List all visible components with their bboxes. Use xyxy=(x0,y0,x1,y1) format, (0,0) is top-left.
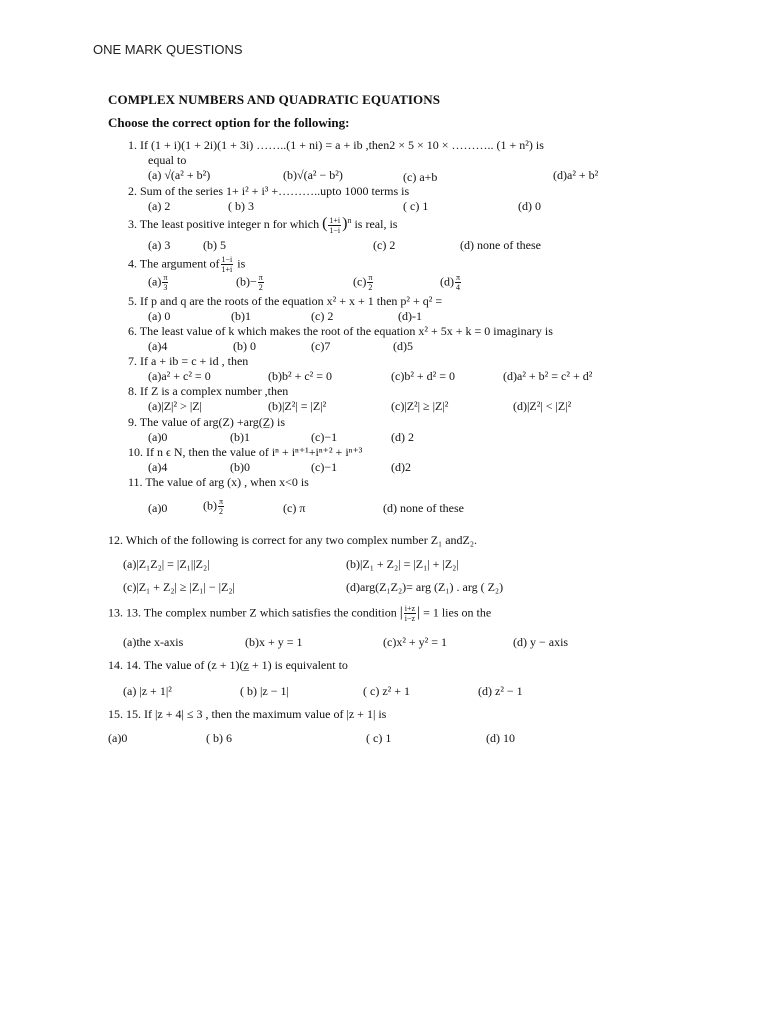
q5-option-a: (a) 0 xyxy=(148,309,171,323)
q6-option-a: (a)4 xyxy=(148,339,168,353)
q1-option-d: (d)a² + b² xyxy=(553,168,599,182)
page-title: COMPLEX NUMBERS AND QUADRATIC EQUATIONS xyxy=(108,92,441,107)
question-4 xyxy=(128,255,245,274)
q3-option-d: (d) none of these xyxy=(460,238,541,252)
q15-option-d: (d) 10 xyxy=(486,731,515,745)
q8-option-a: (a)|Z|² > |Z| xyxy=(148,399,202,413)
q9-option-d: (d) 2 xyxy=(391,430,414,444)
question-10: 10. If n ϵ N, then the value of iⁿ + iⁿ⁺¹+iⁿ⁺² + iⁿ⁺³ xyxy=(128,445,363,459)
q3-option-b: (b) 5 xyxy=(203,238,226,252)
q11-option-c: (c) π xyxy=(283,501,306,515)
q9-option-c: (c)−1 xyxy=(311,430,338,444)
q15-option-a: (a)0 xyxy=(108,731,128,745)
q15-option-c: ( c) 1 xyxy=(366,731,392,745)
q10-option-b: (b)0 xyxy=(230,460,250,474)
page-header: ONE MARK QUESTIONS xyxy=(93,42,243,57)
q14-option-c: ( c) z² + 1 xyxy=(363,684,411,698)
q7-option-c: (c)b² + d² = 0 xyxy=(391,369,456,383)
q8-option-c: (c)|Z²| ≥ |Z|² xyxy=(391,399,449,413)
q6-option-b: (b) 0 xyxy=(233,339,256,353)
q1-option-b: (b)√(a² − b²) xyxy=(283,168,343,182)
q1-option-c: (c) a+b xyxy=(403,170,438,184)
q13-text-post: = 1 lies on the xyxy=(423,605,492,620)
q13-option-a: (a)the x-axis xyxy=(123,635,184,649)
q5-option-d: (d)-1 xyxy=(398,309,422,323)
question-1: 1. If (1 + i)(1 + 2i)(1 + 3i) ……..(1 + ni) = a + ib ,then2 × 5 × 10 × ……….. (1 + n²) is xyxy=(128,138,544,152)
q7-option-d: (d)a² + b² = c² + d² xyxy=(503,369,593,383)
q6-option-c: (c)7 xyxy=(311,339,331,353)
q2-option-a: (a) 2 xyxy=(148,199,171,213)
instruction: Choose the correct option for the following: xyxy=(108,115,350,130)
q13-option-c: (c)x² + y² = 1 xyxy=(383,635,448,649)
q10-option-c: (c)−1 xyxy=(311,460,338,474)
q3-text-post: is real, is xyxy=(354,217,398,231)
question-1-cont: equal to xyxy=(148,153,187,167)
q15-option-b: ( b) 6 xyxy=(206,731,232,745)
q14-option-d: (d) z² − 1 xyxy=(478,684,523,698)
q13-text: 13. 13. The complex number Z which satisfies the condition xyxy=(108,605,397,620)
q2-option-b: ( b) 3 xyxy=(228,199,254,213)
q11-option-b: (b) $\frac{\pi}{2}$ xyxy=(203,497,224,516)
q4-option-b: (b)− $\frac{\pi}{2}$ xyxy=(236,273,263,292)
question-9: 9. The value of arg(Z) +arg(Z̲) is xyxy=(128,415,286,429)
q12-option-d: (d)arg(Z₁Z₂)= arg (Z₁) . arg ( Z₂) xyxy=(346,580,504,594)
question-5: 5. If p and q are the roots of the equation x² + x + 1 then p² + q² = xyxy=(128,294,443,308)
q13-option-b: (b)x + y = 1 xyxy=(245,635,303,649)
q12-option-b: (b)|Z₁ + Z₂| = |Z₁| + |Z₂| xyxy=(346,557,459,571)
q2-option-d: (d) 0 xyxy=(518,199,541,213)
q4-text-post: is xyxy=(237,256,246,271)
q10-option-a: (a)4 xyxy=(148,460,168,474)
q3-fraction: $\frac{1+i}{1-i}$ xyxy=(329,215,341,235)
q10-option-d: (d)2 xyxy=(391,460,411,474)
q12-option-c: (c)|Z₁ + Z₂| ≥ |Z₁| − |Z₂| xyxy=(123,580,235,594)
q3-option-a: (a) 3 xyxy=(148,238,171,252)
q4-fraction: $\frac{1-i}{1+i}$ xyxy=(221,255,233,274)
question-2: 2. Sum of the series 1+ i² + i³ +………..upto 1000 terms is xyxy=(128,184,410,198)
question-14: 14. 14. The value of (z + 1)(z̲ + 1) is equivalent to xyxy=(108,658,348,672)
q5-option-b: (b)1 xyxy=(231,309,251,323)
q3-option-c: (c) 2 xyxy=(373,238,396,252)
q14-option-a: (a) |z + 1|² xyxy=(123,684,172,698)
q1-option-a: (a) √(a² + b²) xyxy=(148,168,211,182)
q7-option-b: (b)b² + c² = 0 xyxy=(268,369,333,383)
q4-option-c: (c) $\frac{\pi}{2}$ xyxy=(353,273,373,292)
q9-option-b: (b)1 xyxy=(230,430,250,444)
q2-option-c: ( c) 1 xyxy=(403,199,429,213)
q7-option-a: (a)a² + c² = 0 xyxy=(148,369,211,383)
q8-option-b: (b)|Z²| = |Z|² xyxy=(268,399,327,413)
question-13: 13. 13. The complex number Z which satisfies the condition | $\frac{i+z}{i-z}$ | = 1 lies on the xyxy=(108,604,492,623)
q14-option-b: ( b) |z − 1| xyxy=(240,684,289,698)
q4-text: 4. The argument of xyxy=(128,256,220,271)
question-8: 8. If Z is a complex number ,then xyxy=(128,384,289,398)
question-15: 15. 15. If |z + 4| ≤ 3 , then the maximum value of |z + 1| is xyxy=(108,707,387,721)
q11-option-d: (d) none of these xyxy=(383,501,464,515)
question-7: 7. If a + ib = c + id , then xyxy=(128,354,249,368)
q6-option-d: (d)5 xyxy=(393,339,413,353)
q3-text: 3. The least positive integer n for which xyxy=(128,217,320,231)
question-12: 12. Which of the following is correct for any two complex number Z₁ andZ₂. xyxy=(108,533,478,547)
q12-option-a: (a)|Z₁Z₂| = |Z₁||Z₂| xyxy=(123,557,210,571)
q5-option-c: (c) 2 xyxy=(311,309,334,323)
question-6: 6. The least value of k which makes the root of the equation x² + 5x + k = 0 imaginary is xyxy=(128,324,553,338)
q9-option-a: (a)0 xyxy=(148,430,168,444)
question-11: 11. The value of arg (x) , when x<0 is xyxy=(128,475,309,489)
q4-option-d: (d) $\frac{\pi}{4}$ xyxy=(440,273,461,292)
q11-option-a: (a)0 xyxy=(148,501,168,515)
q4-option-a: (a) $\frac{\pi}{3}$ xyxy=(148,273,168,292)
q8-option-d: (d)|Z²| < |Z|² xyxy=(513,399,572,413)
question-3: 3. The least positive integer n for which ( $\frac{1+i}{1-i}$ )$^n$ is real, is xyxy=(128,215,398,235)
q13-option-d: (d) y − axis xyxy=(513,635,569,649)
q13-fraction: $\frac{i+z}{i-z}$ xyxy=(404,604,416,623)
